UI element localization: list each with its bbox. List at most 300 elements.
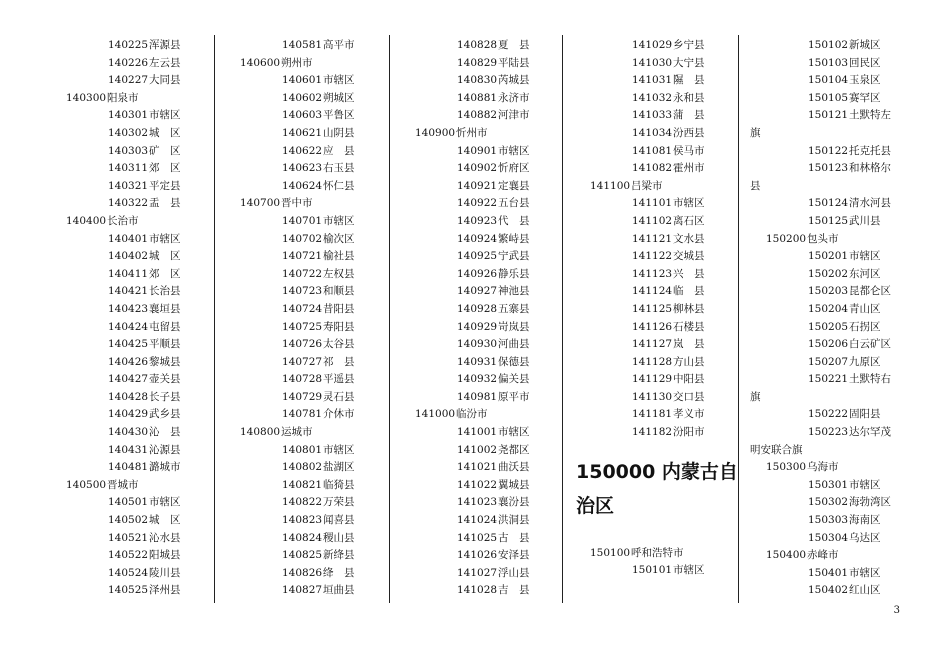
entry-row xyxy=(66,231,231,249)
region-code: 140700 xyxy=(240,197,281,210)
region-name: 黎城县 xyxy=(149,355,181,368)
entry-row xyxy=(746,283,911,301)
entry-row xyxy=(240,213,405,231)
region-name: 平陆县 xyxy=(498,56,530,69)
entry-row xyxy=(415,477,580,495)
region-code: 141026 xyxy=(457,549,498,562)
entry-row xyxy=(66,125,231,143)
name-continuation: 旗 xyxy=(750,390,761,403)
region-code: 150301 xyxy=(808,478,849,491)
region-code: 150125 xyxy=(808,214,849,227)
region-code: 140621 xyxy=(282,126,323,139)
region-code: 150205 xyxy=(808,320,849,333)
region-name: 阳城县 xyxy=(149,549,181,562)
region-code: 140824 xyxy=(282,531,323,544)
region-name: 柳林县 xyxy=(673,302,705,315)
region-name: 乌达区 xyxy=(849,531,881,544)
region-name: 昆都仑区 xyxy=(849,285,891,298)
entry-row xyxy=(415,530,580,548)
region-name: 万荣县 xyxy=(323,496,355,509)
entry-row xyxy=(240,125,405,143)
region-name: 市辖区 xyxy=(849,566,881,579)
entry-row xyxy=(570,55,735,73)
region-code: 141100 xyxy=(590,179,631,192)
entry-row xyxy=(66,530,231,548)
entry-row xyxy=(746,336,911,354)
region-code: 140502 xyxy=(108,514,149,527)
region-name: 文水县 xyxy=(673,232,705,245)
region-code: 141126 xyxy=(632,320,673,333)
region-name: 临汾市 xyxy=(456,408,488,421)
region-code: 150203 xyxy=(808,285,849,298)
entry-row xyxy=(746,512,911,530)
region-name: 长治市 xyxy=(107,214,139,227)
region-code: 140430 xyxy=(108,426,149,439)
region-name: 市辖区 xyxy=(323,443,355,456)
region-name: 太谷县 xyxy=(323,338,355,351)
region-name: 侯马市 xyxy=(673,144,705,157)
column-divider xyxy=(562,35,563,603)
entry-row xyxy=(240,178,405,196)
region-name: 定襄县 xyxy=(498,179,530,192)
region-name: 新城区 xyxy=(849,39,881,51)
region-code: 141024 xyxy=(457,514,498,527)
region-code: 141025 xyxy=(457,531,498,544)
entry-row xyxy=(415,160,580,178)
region-name: 和顺县 xyxy=(323,285,355,298)
region-code: 140423 xyxy=(108,302,149,315)
region-code: 140300 xyxy=(66,91,107,104)
entry-row xyxy=(746,494,911,512)
entry-row xyxy=(570,72,735,90)
region-code: 140226 xyxy=(108,56,149,69)
region-name: 兴 县 xyxy=(673,267,705,280)
region-name: 郊 区 xyxy=(149,162,181,175)
region-code: 141029 xyxy=(632,39,673,51)
region-code: 141001 xyxy=(457,426,498,439)
region-code: 141034 xyxy=(632,126,673,139)
region-code: 141130 xyxy=(632,390,673,403)
region-code: 140624 xyxy=(282,179,323,192)
region-name: 城 区 xyxy=(149,250,181,263)
entry-row xyxy=(66,406,231,424)
province-heading: 150000 内蒙古自 xyxy=(576,461,738,484)
region-code: 141027 xyxy=(457,566,498,579)
region-code: 141081 xyxy=(632,144,673,157)
entry-row xyxy=(746,90,911,108)
entry-row xyxy=(415,547,580,565)
region-code: 140425 xyxy=(108,338,149,351)
region-code: 140411 xyxy=(108,267,149,280)
entry-row xyxy=(240,231,405,249)
region-code: 140823 xyxy=(282,514,323,527)
entry-row xyxy=(66,143,231,161)
entry-row xyxy=(66,354,231,372)
region-name: 盐湖区 xyxy=(323,461,355,474)
region-name: 市辖区 xyxy=(323,214,355,227)
region-name: 晋城市 xyxy=(107,478,139,491)
entry-row xyxy=(415,178,580,196)
region-code: 141031 xyxy=(632,74,673,87)
province-heading: 治区 xyxy=(576,495,615,518)
region-name: 壶关县 xyxy=(149,373,181,386)
region-name: 左云县 xyxy=(149,56,181,69)
entry-row xyxy=(66,107,231,125)
region-code: 140521 xyxy=(108,531,149,544)
region-code: 140923 xyxy=(457,214,498,227)
region-name: 绛 县 xyxy=(323,566,355,579)
region-code: 150204 xyxy=(808,302,849,315)
region-code: 141028 xyxy=(457,584,498,597)
entry-row xyxy=(570,545,735,563)
entry-row xyxy=(746,37,911,55)
column-5 xyxy=(746,37,911,600)
region-code: 140882 xyxy=(457,109,498,122)
region-code: 140603 xyxy=(282,109,323,122)
region-code: 141102 xyxy=(632,214,673,227)
entry-row xyxy=(415,107,580,125)
region-name: 安泽县 xyxy=(498,549,530,562)
entry-row xyxy=(415,266,580,284)
region-code: 150221 xyxy=(808,373,849,386)
region-code: 140303 xyxy=(108,144,149,157)
region-code: 140227 xyxy=(108,74,149,87)
entry-row xyxy=(240,354,405,372)
region-code: 150222 xyxy=(808,408,849,421)
region-name: 襄汾县 xyxy=(498,496,530,509)
region-name: 包头市 xyxy=(807,232,839,245)
region-name: 吕梁市 xyxy=(631,179,663,192)
region-code: 141030 xyxy=(632,56,673,69)
region-code: 140522 xyxy=(108,549,149,562)
region-code: 140881 xyxy=(457,91,498,104)
region-code: 140426 xyxy=(108,355,149,368)
region-name: 市辖区 xyxy=(149,496,181,509)
region-name: 永济市 xyxy=(498,91,530,104)
entry-row xyxy=(746,195,911,213)
region-name: 陵川县 xyxy=(149,566,181,579)
region-code: 150101 xyxy=(632,564,673,577)
entry-row xyxy=(746,582,911,600)
entry-row xyxy=(66,283,231,301)
region-name: 平遥县 xyxy=(323,373,355,386)
region-name: 市辖区 xyxy=(673,564,705,577)
region-name: 长治县 xyxy=(149,285,181,298)
region-name: 汾西县 xyxy=(673,126,705,139)
region-code: 150402 xyxy=(808,584,849,597)
region-name: 左权县 xyxy=(323,267,355,280)
entry-row xyxy=(66,547,231,565)
region-code: 140427 xyxy=(108,373,149,386)
region-name: 玉泉区 xyxy=(849,74,881,87)
region-code: 140723 xyxy=(282,285,323,298)
region-name: 赤峰市 xyxy=(807,549,839,562)
entry-row xyxy=(66,37,231,55)
entry-row xyxy=(570,406,735,424)
column-divider xyxy=(738,35,739,603)
region-code: 150103 xyxy=(808,56,849,69)
entry-row xyxy=(415,336,580,354)
entry-row xyxy=(746,354,911,372)
region-code: 140311 xyxy=(108,162,149,175)
entry-row xyxy=(415,565,580,583)
entry-row xyxy=(415,248,580,266)
region-code: 140728 xyxy=(282,373,323,386)
region-code: 140421 xyxy=(108,285,149,298)
region-name: 武川县 xyxy=(849,214,881,227)
entry-row xyxy=(415,494,580,512)
region-name: 市辖区 xyxy=(498,144,530,157)
entry-row xyxy=(66,582,231,600)
region-name: 武乡县 xyxy=(149,408,181,421)
region-code: 150202 xyxy=(808,267,849,280)
continuation-line xyxy=(746,442,911,460)
region-code: 141182 xyxy=(632,426,673,439)
entry-row xyxy=(66,266,231,284)
entry-row xyxy=(415,283,580,301)
region-code: 141021 xyxy=(457,461,498,474)
region-code: 141023 xyxy=(457,496,498,509)
region-name: 河曲县 xyxy=(498,338,530,351)
region-name: 永和县 xyxy=(673,91,705,104)
region-name: 新绛县 xyxy=(323,549,355,562)
entry-row xyxy=(570,354,735,372)
region-code: 140931 xyxy=(457,355,498,368)
entry-row xyxy=(570,195,735,213)
region-code: 140501 xyxy=(108,496,149,509)
region-name: 红山区 xyxy=(849,584,881,597)
region-name: 回民区 xyxy=(849,56,881,69)
region-code: 140600 xyxy=(240,56,281,69)
region-name: 繁峙县 xyxy=(498,232,530,245)
region-code: 140400 xyxy=(66,214,107,227)
entry-row xyxy=(746,319,911,337)
entry-row xyxy=(66,72,231,90)
entry-row xyxy=(240,406,405,424)
region-name: 乡宁县 xyxy=(673,39,705,51)
region-code: 141082 xyxy=(632,162,673,175)
region-code: 140927 xyxy=(457,285,498,298)
region-name: 离石区 xyxy=(673,214,705,227)
entry-row xyxy=(66,477,231,495)
region-name: 清水河县 xyxy=(849,197,891,210)
region-code: 140581 xyxy=(282,39,323,51)
entry-row xyxy=(66,319,231,337)
region-code: 140500 xyxy=(66,478,107,491)
page-number: 3 xyxy=(893,605,900,616)
region-code: 141122 xyxy=(632,250,673,263)
region-name: 怀仁县 xyxy=(323,179,355,192)
region-code: 150102 xyxy=(808,39,849,51)
entry-row xyxy=(746,266,911,284)
region-code: 140924 xyxy=(457,232,498,245)
blank-line xyxy=(570,519,735,527)
region-name: 市辖区 xyxy=(498,426,530,439)
region-name: 赛罕区 xyxy=(849,91,881,104)
entry-row xyxy=(570,424,735,442)
region-code: 150401 xyxy=(808,566,849,579)
region-name: 晋中市 xyxy=(281,197,313,210)
region-name: 城 区 xyxy=(149,126,181,139)
region-code: 141032 xyxy=(632,91,673,104)
region-code: 140623 xyxy=(282,162,323,175)
entry-row xyxy=(66,160,231,178)
region-name: 沁水县 xyxy=(149,531,181,544)
column-divider xyxy=(214,35,215,603)
region-code: 141002 xyxy=(457,443,498,456)
region-name: 海南区 xyxy=(849,514,881,527)
region-code: 140932 xyxy=(457,373,498,386)
region-name: 浮山县 xyxy=(498,566,530,579)
region-name: 曲沃县 xyxy=(498,461,530,474)
entry-row xyxy=(66,178,231,196)
entry-row xyxy=(746,530,911,548)
region-code: 140721 xyxy=(282,250,323,263)
region-name: 土默特右 xyxy=(849,373,891,386)
entry-row xyxy=(746,301,911,319)
entry-row xyxy=(240,143,405,161)
region-name: 襄垣县 xyxy=(149,302,181,315)
region-code: 140802 xyxy=(282,461,323,474)
region-code: 150304 xyxy=(808,531,849,544)
continuation-line xyxy=(746,389,911,407)
entry-row xyxy=(240,107,405,125)
region-code: 150100 xyxy=(590,546,631,559)
region-name: 翼城县 xyxy=(498,478,530,491)
region-name: 青山区 xyxy=(849,302,881,315)
entry-row xyxy=(240,319,405,337)
entry-row xyxy=(240,459,405,477)
region-code: 141124 xyxy=(632,285,673,298)
region-name: 临 县 xyxy=(673,285,705,298)
region-code: 140900 xyxy=(415,126,456,139)
entry-row xyxy=(570,143,735,161)
entry-row xyxy=(240,90,405,108)
entry-row xyxy=(240,55,405,73)
entry-row xyxy=(66,55,231,73)
entry-row xyxy=(746,547,911,565)
region-code: 150124 xyxy=(808,197,849,210)
region-name: 运城市 xyxy=(281,426,313,439)
region-code: 141022 xyxy=(457,478,498,491)
entry-row xyxy=(240,512,405,530)
entry-row xyxy=(415,512,580,530)
entry-row xyxy=(570,371,735,389)
region-code: 140481 xyxy=(108,461,149,474)
region-code: 140729 xyxy=(282,390,323,403)
entry-row xyxy=(415,406,580,424)
region-name: 沁 县 xyxy=(149,426,181,439)
region-name: 蒲 县 xyxy=(673,109,705,122)
region-code: 140830 xyxy=(457,74,498,87)
region-code: 140724 xyxy=(282,302,323,315)
region-name: 垣曲县 xyxy=(323,584,355,597)
blank-line xyxy=(570,485,735,493)
region-name: 中阳县 xyxy=(673,373,705,386)
region-code: 140921 xyxy=(457,179,498,192)
region-name: 榆次区 xyxy=(323,232,355,245)
region-name: 霍州市 xyxy=(673,162,705,175)
region-name: 交城县 xyxy=(673,250,705,263)
region-code: 150200 xyxy=(766,232,807,245)
entry-row xyxy=(415,37,580,55)
region-code: 140827 xyxy=(282,584,323,597)
entry-row xyxy=(66,442,231,460)
entry-row xyxy=(240,160,405,178)
region-code: 150201 xyxy=(808,250,849,263)
entry-row xyxy=(240,301,405,319)
region-name: 夏 县 xyxy=(498,39,530,51)
region-name: 屯留县 xyxy=(149,320,181,333)
region-name: 呼和浩特市 xyxy=(631,546,684,559)
region-code: 140402 xyxy=(108,250,149,263)
region-name: 方山县 xyxy=(673,355,705,368)
entry-row xyxy=(240,195,405,213)
entry-row xyxy=(240,424,405,442)
continuation-line xyxy=(746,178,911,196)
region-code: 140424 xyxy=(108,320,149,333)
region-code: 140722 xyxy=(282,267,323,280)
region-name: 托克托县 xyxy=(849,144,891,157)
entry-row xyxy=(66,389,231,407)
entry-row xyxy=(570,231,735,249)
region-code: 140525 xyxy=(108,584,149,597)
region-name: 宁武县 xyxy=(498,250,530,263)
region-name: 市辖区 xyxy=(149,232,181,245)
region-name: 芮城县 xyxy=(498,74,530,87)
entry-row xyxy=(240,442,405,460)
region-code: 150105 xyxy=(808,91,849,104)
region-name: 忻府区 xyxy=(498,162,530,175)
region-name: 河津市 xyxy=(498,109,530,122)
entry-row xyxy=(415,354,580,372)
region-name: 海勃湾区 xyxy=(849,496,891,509)
region-code: 140702 xyxy=(282,232,323,245)
region-code: 150206 xyxy=(808,338,849,351)
entry-row xyxy=(415,389,580,407)
entry-row xyxy=(570,37,735,55)
entry-row xyxy=(746,459,911,477)
entry-row xyxy=(746,565,911,583)
region-code: 140929 xyxy=(457,320,498,333)
region-code: 141127 xyxy=(632,338,673,351)
column-3 xyxy=(415,37,580,600)
region-name: 石拐区 xyxy=(849,320,881,333)
entry-row xyxy=(570,266,735,284)
entry-row xyxy=(746,72,911,90)
entry-row xyxy=(240,266,405,284)
region-name: 灵石县 xyxy=(323,390,355,403)
region-code: 140431 xyxy=(108,443,149,456)
entry-row xyxy=(240,530,405,548)
region-code: 140321 xyxy=(108,179,149,192)
region-name: 白云矿区 xyxy=(849,338,891,351)
region-name: 孝义市 xyxy=(673,408,705,421)
region-code: 140781 xyxy=(282,408,323,421)
entry-row xyxy=(746,160,911,178)
region-name: 寿阳县 xyxy=(323,320,355,333)
region-name: 尧都区 xyxy=(498,443,530,456)
continuation-line xyxy=(746,125,911,143)
entry-row xyxy=(66,494,231,512)
region-code: 150121 xyxy=(808,109,849,122)
region-code: 140225 xyxy=(108,39,149,51)
entry-row xyxy=(570,213,735,231)
region-code: 140902 xyxy=(457,162,498,175)
entry-row xyxy=(240,283,405,301)
region-name: 五台县 xyxy=(498,197,530,210)
region-code: 141123 xyxy=(632,267,673,280)
